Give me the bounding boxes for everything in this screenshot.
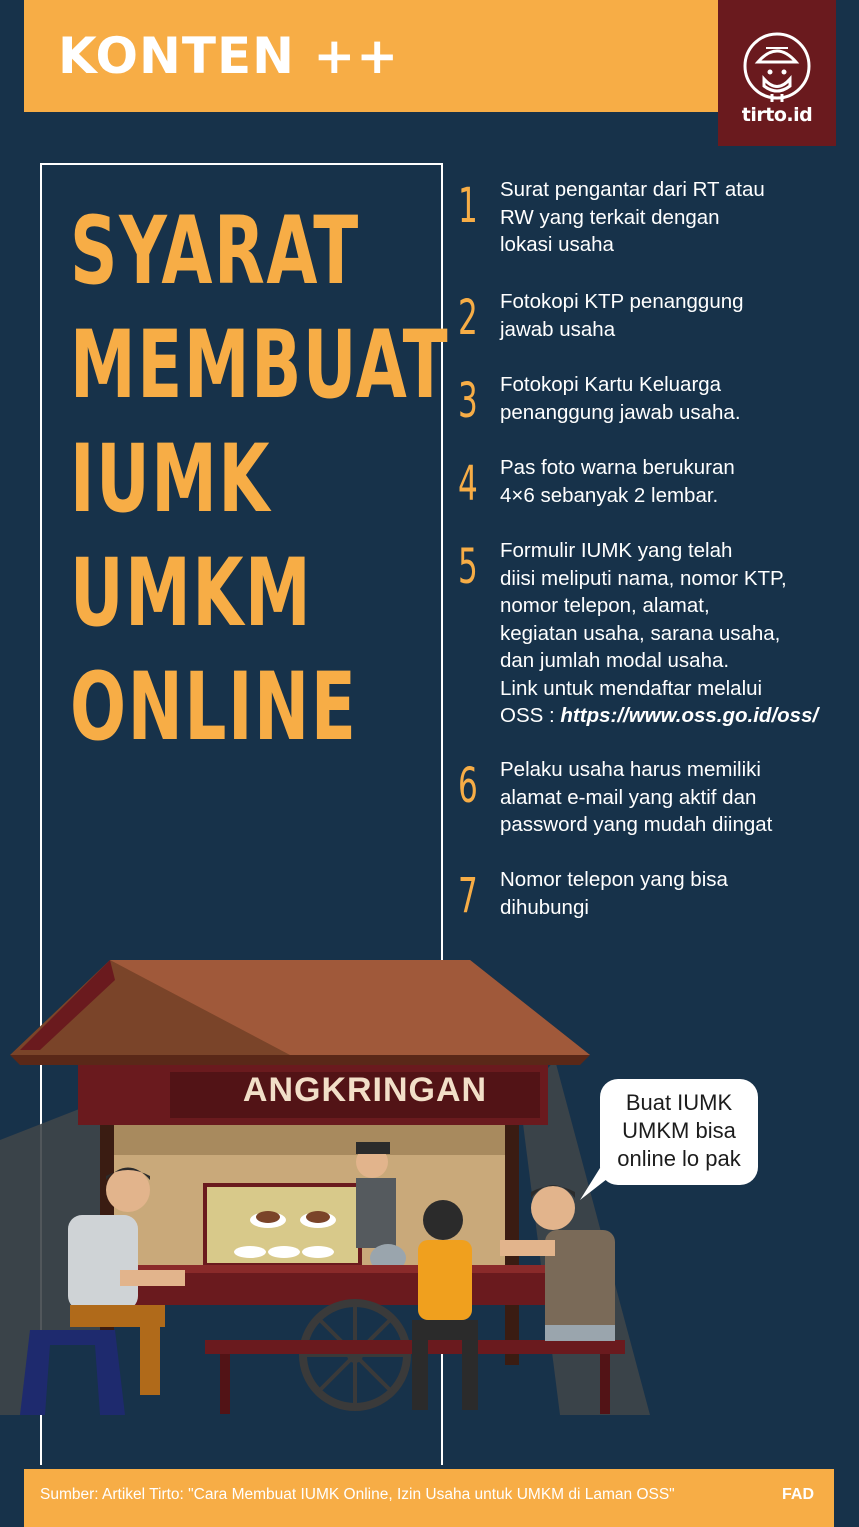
item-number: 5 (458, 539, 478, 595)
main-title (70, 195, 450, 765)
footer-bar (24, 1469, 834, 1527)
logo-text: tirto.id (741, 104, 813, 126)
footer-source: Sumber: Artikel Tirto: "Cara Membuat IUMK Online, Izin Usaha untuk UMKM di Laman OSS" (40, 1486, 675, 1503)
item-text-body: Formulir IUMK yang telah diisi meliputi nama, nomor KTP, nomor telepon, alamat, kegiatan usaha, sarana usaha, dan jumlah modal usaha. Link untuk mendaftar melalui OSS : (500, 539, 787, 727)
item-text (500, 537, 859, 730)
item-text: Surat pengantar dari RT atau RW yang terkait dengan lokasi usaha (500, 178, 765, 256)
item-number: 2 (458, 290, 478, 346)
speech-bubble (600, 1079, 758, 1185)
tirto-logo[interactable] (718, 0, 836, 146)
title-line-5: ONLINE (70, 653, 358, 762)
item-number: 7 (458, 868, 478, 924)
item-number: 6 (458, 758, 478, 814)
item-text: Fotokopi KTP penanggung jawab usaha (500, 290, 744, 341)
item-number: 1 (458, 178, 478, 234)
title-line-1: SYARAT (70, 197, 360, 306)
header-bar (24, 0, 718, 112)
item-number: 4 (458, 456, 478, 512)
tirto-mascot-icon (742, 32, 812, 104)
item-text: Pelaku usaha harus memiliki alamat e-mail yang aktif dan password yang mudah diingat (500, 758, 773, 836)
item-text: Pas foto warna berukuran 4×6 sebanyak 2 lembar. (500, 456, 735, 507)
crescent-moon-icon (128, 812, 232, 916)
title-line-3: IUMK (70, 425, 272, 534)
angkringan-sign: ANGKRINGAN (242, 1071, 488, 1109)
header-title: KONTEN ++ (58, 27, 400, 85)
footer-author: FAD (782, 1486, 814, 1503)
item-text: Nomor telepon yang bisa dihubungi (500, 868, 728, 919)
title-line-4: UMKM (70, 539, 313, 648)
item-number: 3 (458, 373, 478, 429)
speech-text: Buat IUMK UMKM bisa online lo pak (617, 1090, 741, 1171)
item-text: Fotokopi Kartu Keluarga penanggung jawab usaha. (500, 373, 741, 424)
title-line-2: MEMBUAT (70, 311, 450, 420)
oss-link[interactable]: https://www.oss.go.id/oss/ (560, 704, 819, 727)
